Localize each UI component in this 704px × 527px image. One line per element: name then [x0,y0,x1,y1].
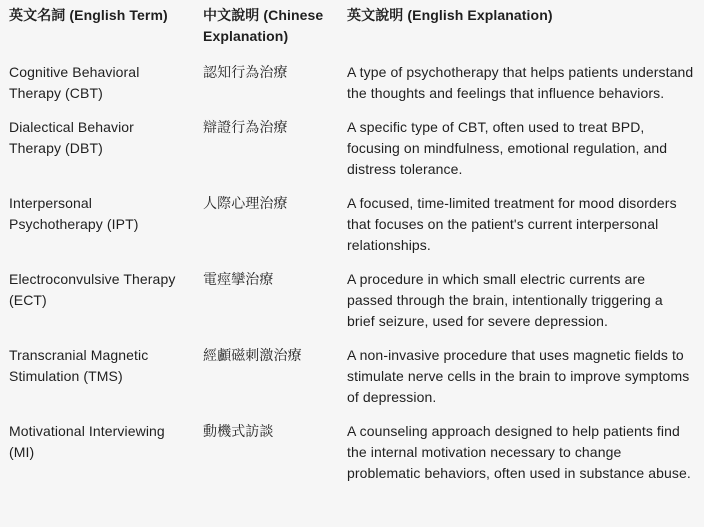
english-explanation-cell: A procedure in which small electric currents are passed through the brain, intentionally triggering a brief seizure, used for severe depression. [347,271,663,329]
english-explanation-cell: A counseling approach designed to help patients find the internal motivation necessary to change problematic behaviors, often used in substance abuse. [347,423,691,481]
column-header-english-term: 英文名詞 (English Term) [9,7,168,23]
table-row [9,345,694,408]
english-explanation-cell: A type of psychotherapy that helps patients understand the thoughts and feelings that influence behaviors. [347,64,694,101]
english-explanation-cell: A non-invasive procedure that uses magnetic fields to stimulate nerve cells in the brain to improve symptoms of depression. [347,347,690,405]
chinese-explanation-cell: 動機式訪談 [203,423,274,439]
term-cell: Electroconvulsive Therapy (ECT) [9,271,176,308]
column-header-chinese-explanation: 中文說明 (Chinese Explanation) [203,7,324,44]
chinese-explanation-cell: 辯證行為治療 [203,119,288,135]
chinese-explanation-cell: 經顱磁刺激治療 [203,347,302,363]
chinese-explanation-cell: 認知行為治療 [203,64,288,80]
term-cell: Cognitive Behavioral Therapy (CBT) [9,64,140,101]
table-row [9,193,694,256]
english-explanation-cell: A focused, time-limited treatment for mood disorders that focuses on the patient's current interpersonal relationships. [347,195,677,253]
table-row [9,421,694,484]
term-cell: Motivational Interviewing (MI) [9,423,165,460]
term-cell: Transcranial Magnetic Stimulation (TMS) [9,347,149,384]
column-header-english-explanation: 英文說明 (English Explanation) [347,7,553,23]
chinese-explanation-cell: 電痙攣治療 [203,271,274,287]
term-cell: Dialectical Behavior Therapy (DBT) [9,119,134,156]
table-row [9,117,694,180]
table-header-row [9,5,694,47]
term-cell: Interpersonal Psychotherapy (IPT) [9,195,139,232]
chinese-explanation-cell: 人際心理治療 [203,195,288,211]
english-explanation-cell: A specific type of CBT, often used to treat BPD, focusing on mindfulness, emotional regulation, and distress tolerance. [347,119,668,177]
table-row [9,62,694,104]
table-row [9,269,694,332]
